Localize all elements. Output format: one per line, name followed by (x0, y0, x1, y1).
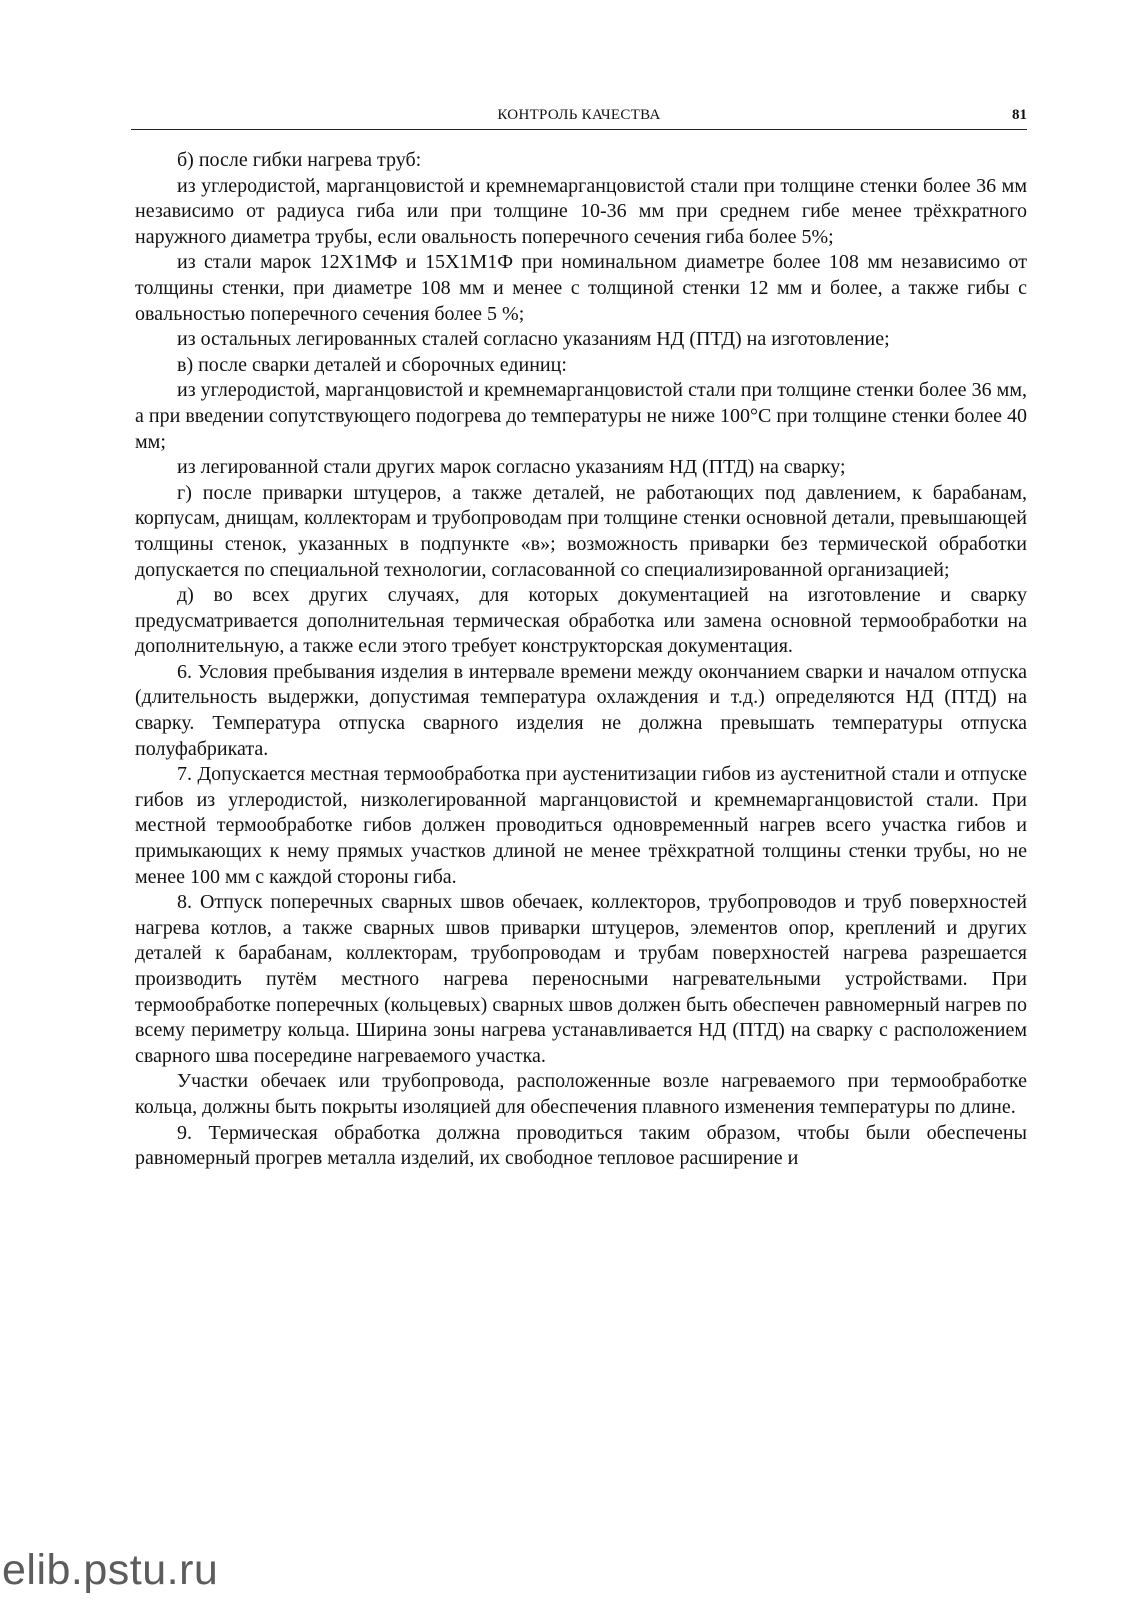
paragraph: 6. Условия пребывания изделия в интервале времени между окончанием сварки и началом отпуска (длительность выдержки, допустимая температура охлаждения и т.д.) определяются НД (ПТД) на сварку. Температура отпуска сварного изделия не должна превышать температуры отпуска полуфабриката. (135, 660, 1027, 760)
paragraph: б) после гибки нагрева труб: (177, 149, 422, 171)
paragraph: из углеродистой, марганцовистой и кремнемарганцовистой стали при толщине стенки более 36 мм независимо от радиуса гиба или при толщине 10-36 мм при среднем гибе менее трёхкратного наружного диаметра трубы, если овальность поперечного сечения гиба более 5%; (135, 174, 1027, 248)
header-title: КОНТРОЛЬ КАЧЕСТВА (497, 107, 661, 123)
paragraph: 7. Допускается местная термообработка при аустенитизации гибов из аустенитной стали и отпуске гибов из углеродистой, низколегированной марганцовистой и кремнемарганцовистой стали. При местной термообработке гибов должен проводиться одновременный нагрев всего участка гибов и примыкающих к нему прямых участков длиной не менее трёхкратной толщины стенки трубы, но не менее 100 мм с каждой стороны гиба. (135, 763, 1027, 888)
paragraph: из углеродистой, марганцовистой и кремнемарганцовистой стали при толщине стенки более 36 мм, а при введении сопутствующего подогрева до температуры не ниже 100°С при толщине стенки более 40 мм; (135, 379, 1027, 453)
paragraph: 8. Отпуск поперечных сварных швов обечаек, коллекторов, трубопроводов и труб поверхностей нагрева котлов, а также сварных швов приварки штуцеров, элементов опор, креплений и других деталей к барабанам, коллекторам, трубопроводам и трубам поверхностей нагрева разрешается производить путём местного нагрева переносными нагревательными устройствами. При термообработке поперечных (кольцевых) сварных швов должен быть обеспечен равномерный нагрев по всему периметру кольца. Ширина зоны нагрева устанавливается НД (ПТД) на сварку с расположением сварного шва посередине нагреваемого участка. (135, 891, 1027, 1067)
paragraph: 9. Термическая обработка должна проводиться таким образом, чтобы были обеспечены равномерный прогрев металла изделий, их свободное тепловое расширение и (135, 1121, 1027, 1170)
paragraph: г) после приварки штуцеров, а также деталей, не работающих под давлением, к барабанам, корпусам, днищам, коллекторам и трубопроводам при толщине стенки основной детали, превышающей толщины стенок, указанных в подпункте «в»; возможность приварки без термической обработки допускается по специальной технологии, согласованной со специализированной организацией; (135, 481, 1027, 581)
paragraph: из легированной стали других марок согласно указаниям НД (ПТД) на сварку; (177, 456, 846, 479)
watermark: elib.pstu.ru (2, 1546, 219, 1594)
page-number: 81 (1012, 107, 1027, 123)
paragraph: д) во всех других случаях, для которых документацией на изготовление и сварку предусматривается дополнительная термическая обработка или замена основной термообработки на дополнительную, а также если этого требует конструкторская документация. (135, 584, 1027, 658)
paragraph: из стали марок 12Х1МФ и 15Х1М1Ф при номинальном диаметре более 108 мм независимо от толщины стенки, при диаметре 108 мм и менее с толщиной стенки 12 мм и более, а также гибы с овальностью поперечного сечения более 5 %; (135, 251, 1027, 325)
paragraph: в) после сварки деталей и сборочных единиц: (177, 353, 567, 376)
running-header (131, 107, 1027, 130)
body-text (135, 148, 1027, 1172)
paragraph: из остальных легированных сталей согласно указаниям НД (ПТД) на изготовление; (177, 328, 890, 351)
paragraph: Участки обечаек или трубопровода, расположенные возле нагреваемого при термообработке кольца, должны быть покрыты изоляцией для обеспечения плавного изменения температуры по длине. (135, 1070, 1027, 1118)
